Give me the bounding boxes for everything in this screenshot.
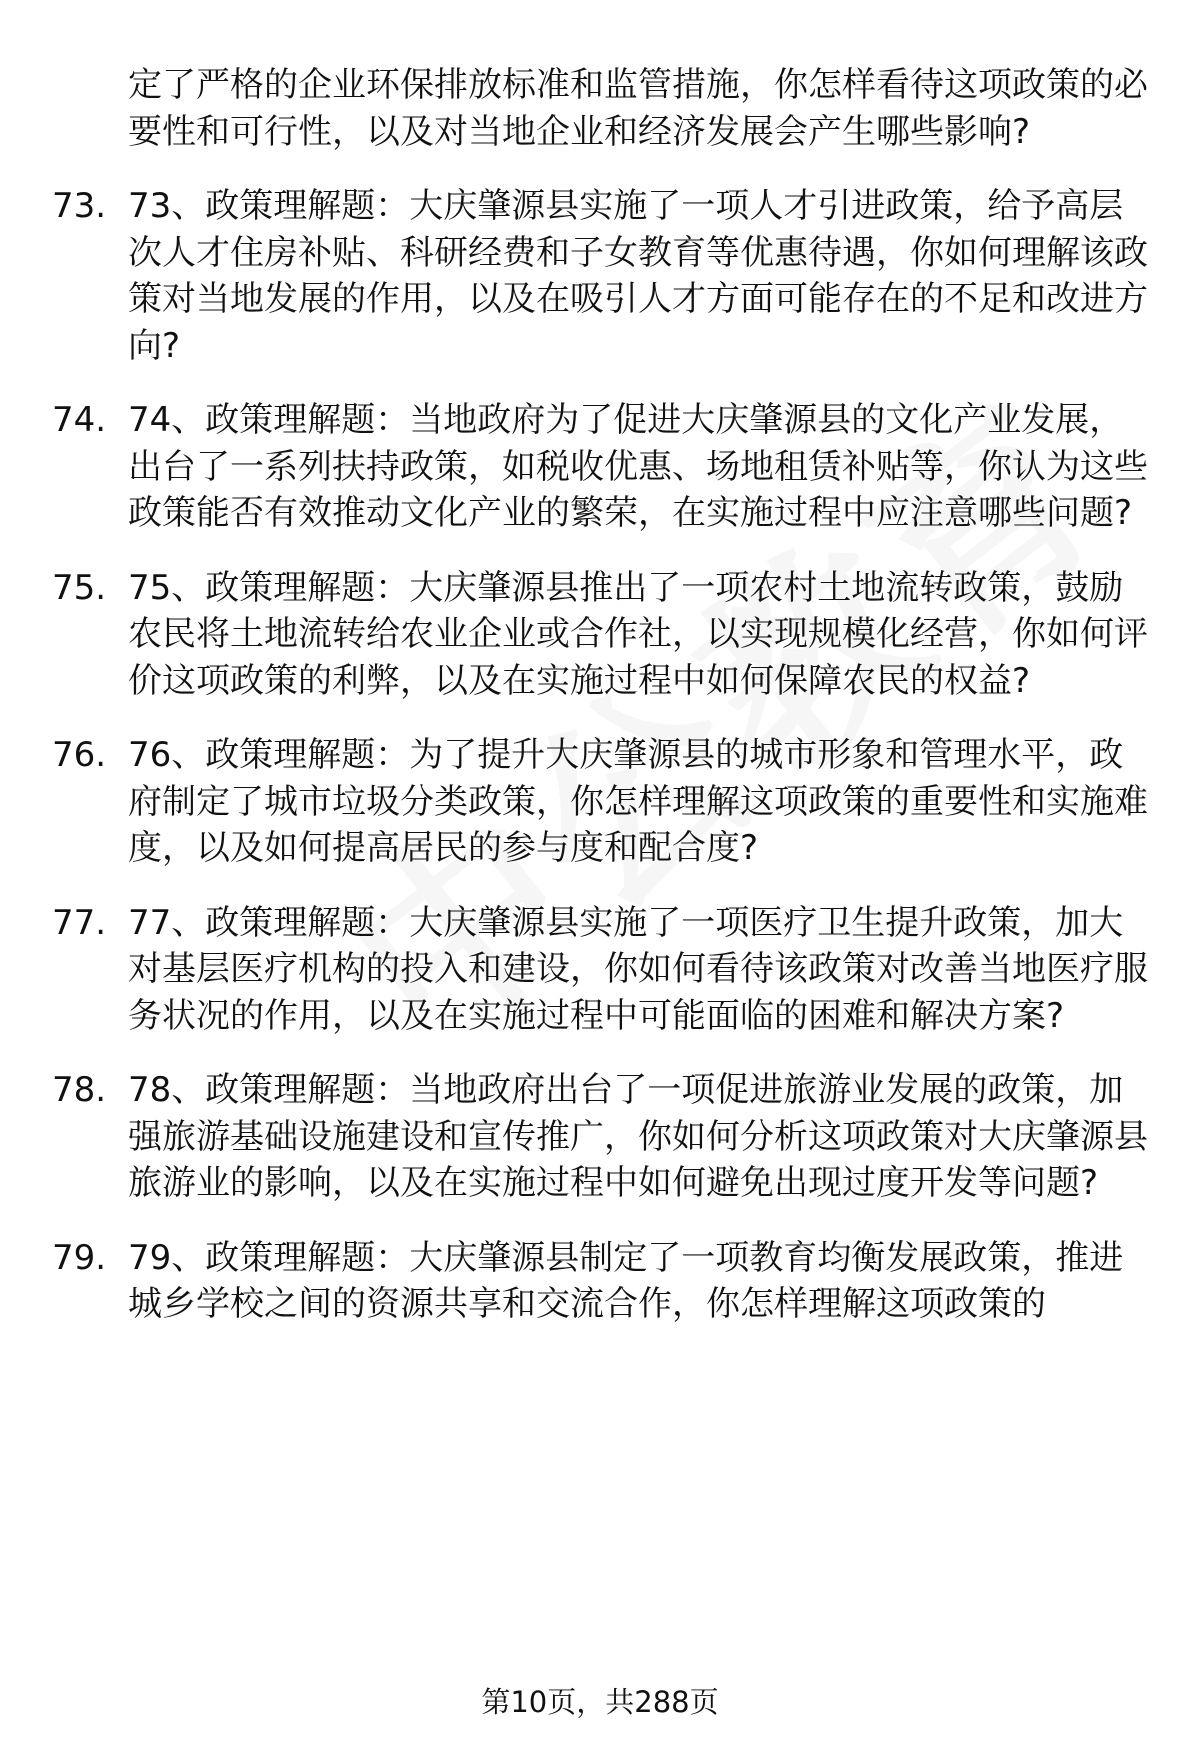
item-text: 74、政策理解题：当地政府为了促进大庆肇源县的文化产业发展，出台了一系列扶持政策，如税收优惠、场地租赁补贴等，你认为这些政策能否有效推动文化产业的繁荣，在实施过程中应注意哪些问题? [128,400,1148,533]
item-number: 74. [52,400,107,440]
list-item [0,183,1200,369]
list-item [0,397,1200,537]
item-number: 75. [52,567,107,608]
item-text: 77、政策理解题：大庆肇源县实施了一项医疗卫生提升政策，加大对基层医疗机构的投入和建设，你如何看待该政策对改善当地医疗服务状况的作用，以及在实施过程中可能面临的困难和解决方案? [128,902,1148,1036]
question-list [0,62,1200,1328]
list-item [0,1235,1200,1328]
item-number: 76. [52,735,107,775]
item-text: 75、政策理解题：大庆肇源县推出了一项农村土地流转政策，鼓励农民将土地流转给农业企业或合作社，以实现规模化经营，你如何评价这项政策的利弊，以及在实施过程中如何保障农民的权益? [128,567,1148,701]
list-item [0,732,1200,872]
item-text: 76、政策理解题：为了提升大庆肇源县的城市形象和管理水平，政府制定了城市垃圾分类政策，你怎样理解这项政策的重要性和实施难度，以及如何提高居民的参与度和配合度? [128,735,1148,868]
item-text: 78、政策理解题：当地政府出台了一项促进旅游业发展的政策，加强旅游基础设施建设和宣传推广，你如何分析这项政策对大庆肇源县旅游业的影响，以及在实施过程中如何避免出现过度开发等问题? [128,1070,1148,1203]
item-text: 79、政策理解题：大庆肇源县制定了一项教育均衡发展政策，推进城乡学校之间的资源共享和交流合作，你怎样理解这项政策的 [128,1237,1124,1324]
item-number: 79. [52,1237,107,1278]
page-footer: 第10页，共288页 [481,1685,719,1719]
item-number: 78. [52,1070,107,1110]
item-number: 77. [52,902,107,943]
continued-question-text: 定了严格的企业环保排放标准和监管措施，你怎样看待这项政策的必要性和可行性，以及对当地企业和经济发展会产生哪些影响? [128,65,1148,152]
list-item [0,900,1200,1040]
item-number: 73. [52,186,107,226]
list-item [0,1067,1200,1207]
item-text: 73、政策理解题：大庆肇源县实施了一项人才引进政策，给予高层次人才住房补贴、科研经费和子女教育等优惠待遇，你如何理解该政策对当地发展的作用，以及在吸引人才方面可能存在的不足和改进方向? [128,186,1148,366]
list-item [0,565,1200,705]
